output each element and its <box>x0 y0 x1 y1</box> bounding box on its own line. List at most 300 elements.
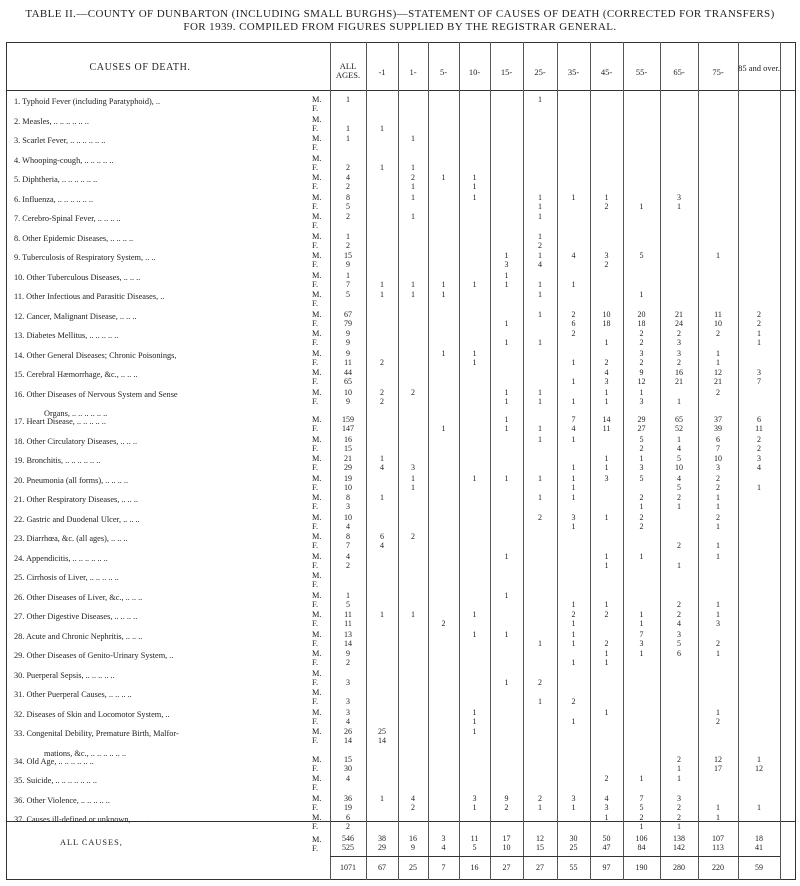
table-cell: 7 <box>757 377 761 386</box>
table-cell: 2 <box>604 260 609 269</box>
table-cell: 4 <box>411 793 415 803</box>
table-cell: 21 <box>714 377 722 386</box>
table-cell: 7 <box>639 793 644 803</box>
table-cell: 2 <box>677 754 681 764</box>
sex-m: M. <box>312 387 322 397</box>
sex-m: M. <box>312 793 322 803</box>
table-cell: 10 <box>714 454 722 463</box>
sex-f: F. <box>312 599 319 609</box>
table-cell: 2 <box>639 443 644 453</box>
table-cell: 1 <box>538 802 542 812</box>
table-cell: 2 <box>677 599 681 609</box>
table-cell: 5 <box>677 638 681 648</box>
cause-label: 2. Measles, .. .. .. .. .. .. <box>14 116 89 126</box>
table-cell: 2 <box>346 560 350 570</box>
table-cell: 5 <box>639 802 644 812</box>
table-cell: 1 <box>472 473 477 483</box>
sex-m: M. <box>312 114 322 124</box>
grand-total-cell: 25 <box>409 863 417 872</box>
table-cell: 7 <box>571 415 576 424</box>
column-header: 1- <box>409 67 417 77</box>
table-cell: 2 <box>716 482 720 492</box>
sex-m: M. <box>312 251 322 260</box>
table-cell: 4 <box>346 551 350 561</box>
table-cell: 10 <box>602 309 611 319</box>
sex-f: F. <box>312 104 319 113</box>
cause-label: 36. Other Violence, .. .. .. .. .. <box>14 795 110 805</box>
totals-cell: 113 <box>712 843 724 852</box>
table-cell: 10 <box>344 512 352 522</box>
table-cell: 1 <box>571 493 576 502</box>
table-cell: 3 <box>604 377 609 386</box>
table-cell: 21 <box>675 377 683 386</box>
table-cell: 1 <box>504 629 509 639</box>
totals-cell: 12 <box>536 834 544 843</box>
table-subtitle: FOR 1939. COMPILED FROM FIGURES SUPPLIED BY THE REGISTRAR GENERAL. <box>183 21 617 33</box>
table-cell: 9 <box>346 329 350 338</box>
table-cell: 2 <box>677 802 681 812</box>
sex-f: F. <box>312 697 319 706</box>
table-cell: 7 <box>639 629 644 639</box>
table-cell: 2 <box>571 309 576 319</box>
table-cell: 1 <box>677 396 681 406</box>
table-cell: 5 <box>346 599 350 609</box>
table-cell: 9 <box>346 649 350 658</box>
table-cell: 1 <box>504 473 509 483</box>
table-cell: 2 <box>639 329 644 338</box>
table-cell: 1 <box>677 201 681 211</box>
column-header: 75- <box>712 67 724 77</box>
table-cell: 1 <box>604 192 609 202</box>
cause-label: 7. Cerebro-Spinal Fever, .. .. .. .. <box>14 214 121 223</box>
table-cell: 4 <box>346 173 350 182</box>
table-cell: 6 <box>571 318 576 328</box>
table-cell: 2 <box>639 338 644 347</box>
table-cell: 21 <box>344 454 352 463</box>
table-cell: 1 <box>571 658 576 667</box>
table-cell: 1 <box>380 279 384 289</box>
table-cell: 1 <box>639 610 644 619</box>
table-cell: 1 <box>380 793 384 803</box>
table-cell: 2 <box>538 240 542 250</box>
grand-total-cell: 27 <box>536 863 544 872</box>
table-cell: 2 <box>639 512 644 522</box>
table-cell: 4 <box>677 619 681 628</box>
table-cell: 1 <box>571 357 576 367</box>
table-cell: 6 <box>757 415 761 424</box>
column-rule <box>459 42 460 880</box>
grand-total-cell: 190 <box>635 863 648 872</box>
sex-m: M. <box>312 754 322 764</box>
cause-label: 20. Pneumonia (all forms), .. .. .. .. <box>14 475 129 485</box>
column-header: 85 and over. <box>738 63 780 73</box>
table-cell: 8 <box>346 493 350 502</box>
cause-label: 26. Other Diseases of Liver, &c., .. .. .. <box>14 592 143 602</box>
cause-label: 31. Other Puerperal Causes, .. .. .. .. <box>14 690 132 699</box>
table-cell: 7 <box>346 541 350 550</box>
cause-label: 11. Other Infectious and Parasitic Diseases, .. <box>14 292 165 301</box>
table-cell: 2 <box>757 318 761 328</box>
column-header: 10- <box>468 67 481 77</box>
table-cell: 1 <box>538 192 542 202</box>
cause-label: 21. Other Respiratory Diseases, .. .. .. <box>14 495 138 504</box>
table-cell: 3 <box>346 677 350 687</box>
table-cell: 1 <box>571 638 576 648</box>
table-cell: 3 <box>757 454 761 463</box>
table-cell: 1 <box>571 279 576 289</box>
table-cell: 2 <box>346 182 350 191</box>
table-cell: 3 <box>604 251 609 260</box>
table-cell: 13 <box>344 629 352 639</box>
table-cell: 1 <box>472 802 477 812</box>
table-cell: 2 <box>346 822 350 831</box>
sex-m: M. <box>312 649 322 658</box>
table-cell: 11 <box>344 357 352 367</box>
table-cell: 1 <box>604 707 609 717</box>
cause-label: 5. Diphtheria, .. .. .. .. .. .. <box>14 175 98 184</box>
table-cell: 3 <box>757 368 761 377</box>
table-cell: 79 <box>344 318 352 328</box>
table-cell: 1 <box>472 610 477 619</box>
table-cell: 1 <box>538 697 542 706</box>
table-cell: 1 <box>504 318 509 328</box>
column-rule <box>428 42 429 880</box>
sex-m: M. <box>312 348 322 358</box>
table-cell: 1 <box>639 454 644 463</box>
sex-m: M. <box>312 571 322 580</box>
table-cell: 11 <box>714 309 722 319</box>
column-rule <box>780 42 781 880</box>
table-cell: 1 <box>472 629 477 639</box>
sex-m: M. <box>312 688 322 697</box>
table-cell: 2 <box>571 697 576 706</box>
table-cell: 1 <box>571 619 576 628</box>
table-cell: 1 <box>716 521 720 531</box>
table-cell: 4 <box>677 443 681 453</box>
table-cell: 4 <box>604 368 609 377</box>
table-cell: 1 <box>441 173 446 182</box>
table-cell: 1 <box>538 251 542 260</box>
table-cell: 6 <box>380 532 384 541</box>
sex-f: F. <box>312 716 319 726</box>
sex-m: M. <box>312 532 322 541</box>
table-cell: 1 <box>716 599 720 609</box>
totals-label: ALL CAUSES, <box>60 838 123 847</box>
table-cell: 5 <box>639 473 644 483</box>
sex-f: F. <box>312 482 319 492</box>
table-cell: 3 <box>677 348 681 358</box>
totals-cell: 107 <box>712 834 724 843</box>
table-cell: 1 <box>716 802 720 812</box>
sex-f: F. <box>312 424 319 433</box>
table-cell: 3 <box>411 463 415 472</box>
table-cell: 2 <box>757 434 761 444</box>
table-cell: 4 <box>677 473 681 483</box>
table-cell: 2 <box>538 512 542 522</box>
table-cell: 1 <box>571 716 576 726</box>
table-cell: 1 <box>716 541 720 550</box>
cause-label: 34. Old Age, .. .. .. .. .. .. <box>14 756 94 766</box>
sex-m: M. <box>312 668 322 678</box>
table-cell: 1 <box>716 610 720 619</box>
sex-f: F. <box>312 299 319 308</box>
cause-continuation: mations, &c., .. .. .. .. .. .. <box>44 748 127 758</box>
table-cell: 1 <box>472 279 477 289</box>
cause-label: 1. Typhoid Fever (including Paratyphoid), .. <box>14 97 161 106</box>
grand-total-cell: 16 <box>470 863 479 872</box>
table-cell: 1 <box>538 201 542 211</box>
table-cell: 37 <box>714 415 722 424</box>
cause-label: 6. Influenza, .. .. .. .. .. .. <box>14 194 94 204</box>
table-cell: 2 <box>380 396 384 406</box>
sex-m: M. <box>312 368 322 377</box>
column-header: 15- <box>500 67 513 77</box>
table-cell: 2 <box>604 610 609 619</box>
table-cell: 2 <box>346 658 350 667</box>
table-cell: 7 <box>346 279 350 289</box>
grand-total-cell: 1071 <box>340 863 356 872</box>
table-cell: 1 <box>472 727 477 736</box>
table-cell: 1 <box>571 396 576 406</box>
header-rule <box>6 90 796 91</box>
table-cell: 1 <box>538 95 542 104</box>
table-cell: 1 <box>639 649 644 658</box>
table-cell: 3 <box>571 512 576 522</box>
table-cell: 2 <box>677 610 681 619</box>
table-cell: 1 <box>538 212 542 221</box>
table-cell: 2 <box>677 357 681 367</box>
table-cell: 2 <box>677 541 681 550</box>
table-cell: 1 <box>538 638 542 648</box>
table-cell: 1 <box>604 560 609 570</box>
table-cell: 1 <box>346 95 350 104</box>
table-cell: 1 <box>604 649 609 658</box>
cause-label: 9. Tuberculosis of Respiratory System, .. .. <box>14 253 156 262</box>
table-cell: 1 <box>472 716 477 726</box>
column-header: 65- <box>673 67 685 77</box>
table-cell: 1 <box>411 212 415 221</box>
table-cell: 2 <box>716 387 720 397</box>
totals-cell: 47 <box>602 843 611 852</box>
table-cell: 1 <box>757 754 761 764</box>
table-cell: 3 <box>677 629 681 639</box>
table-cell: 1 <box>604 396 609 406</box>
column-header: 45- <box>600 67 613 77</box>
causes-header: CAUSES OF DEATH. <box>89 62 191 73</box>
table-cell: 1 <box>411 162 415 172</box>
table-cell: 2 <box>538 793 542 803</box>
table-cell: 8 <box>346 192 350 202</box>
sex-f: F. <box>312 279 319 289</box>
table-cell: 2 <box>716 473 720 483</box>
sex-f: F. <box>312 783 319 792</box>
sex-f: F. <box>312 521 319 531</box>
table-cell: 1 <box>571 482 576 492</box>
table-cell: 1 <box>639 551 644 561</box>
table-cell: 4 <box>604 793 609 803</box>
table-cell: 5 <box>346 201 350 211</box>
column-header: ALL AGES. <box>335 61 361 80</box>
sex-m: M. <box>312 774 322 783</box>
table-cell: 1 <box>538 434 542 444</box>
table-cell: 1 <box>472 357 477 367</box>
table-cell: 1 <box>604 599 609 609</box>
grand-total-cell: 67 <box>378 863 386 872</box>
table-cell: 1 <box>472 182 477 191</box>
cause-label: 15. Cerebral Hæmorrhage, &c., .. .. .. <box>14 370 138 379</box>
table-title: TABLE II.—COUNTY OF DUNBARTON (INCLUDING SMALL BURGHS)—STATEMENT OF CAUSES OF DEATH (CORRECTED FOR TRANSFERS) <box>25 8 775 20</box>
grand-total-cell: 7 <box>441 863 446 872</box>
table-cell: 2 <box>380 357 384 367</box>
table-cell: 3 <box>504 260 509 269</box>
table-cell: 3 <box>346 697 350 706</box>
table-cell: 9 <box>346 338 350 347</box>
sex-m: M. <box>312 231 322 241</box>
totals-cell: 106 <box>635 834 648 843</box>
table-cell: 1 <box>411 473 415 483</box>
table-cell: 1 <box>639 502 644 511</box>
cause-label: 28. Acute and Chronic Nephritis, .. .. .. <box>14 631 143 641</box>
table-cell: 4 <box>346 716 350 726</box>
sex-m: M. <box>312 329 322 338</box>
table-cell: 5 <box>639 434 644 444</box>
sex-f: F. <box>312 221 319 230</box>
sex-m: M. <box>312 727 322 736</box>
table-cell: 16 <box>675 368 683 377</box>
table-cell: 1 <box>604 813 609 822</box>
table-cell: 1 <box>571 599 576 609</box>
table-cell: 12 <box>755 763 763 773</box>
sex-f: F. <box>312 240 319 250</box>
table-cell: 2 <box>716 329 720 338</box>
table-cell: 1 <box>639 619 644 628</box>
table-cell: 2 <box>639 493 644 502</box>
table-cell: 10 <box>344 387 352 397</box>
sex-m: M. <box>312 707 322 717</box>
table-cell: 5 <box>346 290 350 299</box>
table-cell: 2 <box>346 212 350 221</box>
table-cell: 3 <box>677 338 681 347</box>
table-cell: 9 <box>639 368 644 377</box>
table-cell: 2 <box>639 813 644 822</box>
table-cell: 3 <box>677 793 681 803</box>
table-cell: 1 <box>411 279 415 289</box>
table-cell: 10 <box>675 463 683 472</box>
table-cell: 26 <box>344 727 352 736</box>
table-cell: 2 <box>441 619 446 628</box>
table-cell: 1 <box>677 822 681 831</box>
table-cell: 10 <box>344 482 352 492</box>
totals-cell: 29 <box>378 843 386 852</box>
table-cell: 65 <box>344 377 352 386</box>
table-cell: 2 <box>716 512 720 522</box>
table-cell: 24 <box>675 318 683 328</box>
table-cell: 18 <box>602 318 611 328</box>
table-cell: 2 <box>639 521 644 531</box>
totals-cell: 38 <box>378 834 386 843</box>
table-cell: 14 <box>602 415 611 424</box>
table-cell: 15 <box>344 443 352 453</box>
table-cell: 1 <box>504 551 509 561</box>
cause-label: 16. Other Diseases of Nervous System and Sense <box>14 389 178 399</box>
table-cell: 1 <box>411 290 415 299</box>
table-cell: 2 <box>411 387 415 397</box>
table-cell: 1 <box>504 338 509 347</box>
totals-cell: 30 <box>569 834 578 843</box>
table-cell: 4 <box>757 463 761 472</box>
sex-f: F. <box>312 541 319 550</box>
table-cell: 1 <box>504 387 509 397</box>
totals-cell: 142 <box>673 843 685 852</box>
sex-f: F. <box>312 357 319 367</box>
table-cell: 3 <box>346 502 350 511</box>
sex-m: M. <box>312 309 322 319</box>
table-cell: 2 <box>677 813 681 822</box>
grand-total-cell: 55 <box>569 863 578 872</box>
table-cell: 1 <box>411 134 415 143</box>
table-cell: 9 <box>346 348 350 358</box>
totals-cell: 17 <box>502 834 511 843</box>
table-cell: 52 <box>675 424 683 433</box>
table-cell: 8 <box>346 532 350 541</box>
table-cell: 2 <box>716 716 720 726</box>
sex-f: F. <box>312 123 319 133</box>
table-cell: 1 <box>571 802 576 812</box>
table-cell: 1 <box>346 590 350 600</box>
table-cell: 2 <box>538 677 542 687</box>
table-cell: 1 <box>380 610 384 619</box>
table-cell: 3 <box>346 707 350 717</box>
table-cell: 1 <box>604 463 609 472</box>
table-cell: 1 <box>716 348 720 358</box>
table-cell: 15 <box>344 754 352 764</box>
table-cell: 1 <box>504 415 509 424</box>
sex-f: F. <box>312 182 319 191</box>
table-cell: 27 <box>637 424 646 433</box>
sex-m: M. <box>312 434 322 444</box>
grand-total-cell: 280 <box>673 863 685 872</box>
totals-cell: 41 <box>755 843 763 852</box>
sex-m: M. <box>312 173 322 182</box>
sex-f: F. <box>312 822 319 831</box>
table-cell: 2 <box>604 774 609 783</box>
table-cell: 4 <box>571 251 576 260</box>
table-cell: 1 <box>639 387 644 397</box>
table-cell: 3 <box>639 396 644 406</box>
table-cell: 2 <box>604 357 609 367</box>
sex-f: F. <box>312 463 319 472</box>
table-cell: 12 <box>714 754 722 764</box>
table-cell: 1 <box>639 774 644 783</box>
table-cell: 2 <box>604 638 609 648</box>
column-rule <box>557 42 558 880</box>
table-cell: 4 <box>571 424 576 433</box>
sex-m: M. <box>312 610 322 619</box>
table-cell: 12 <box>637 377 646 386</box>
sex-f: F. <box>312 318 319 328</box>
sex-m: M. <box>312 290 322 299</box>
table-cell: 1 <box>441 424 446 433</box>
table-cell: 1 <box>716 502 720 511</box>
table-cell: 1 <box>504 270 509 280</box>
totals-cell: 546 <box>342 834 354 843</box>
table-cell: 1 <box>538 231 542 241</box>
cause-label: 32. Diseases of Skin and Locomotor System, .. <box>14 709 170 719</box>
cause-label: 19. Bronchitis, .. .. .. .. .. .. <box>14 456 101 465</box>
table-cell: 1 <box>604 454 609 463</box>
sex-f: F. <box>312 677 319 687</box>
table-cell: 3 <box>571 793 576 803</box>
